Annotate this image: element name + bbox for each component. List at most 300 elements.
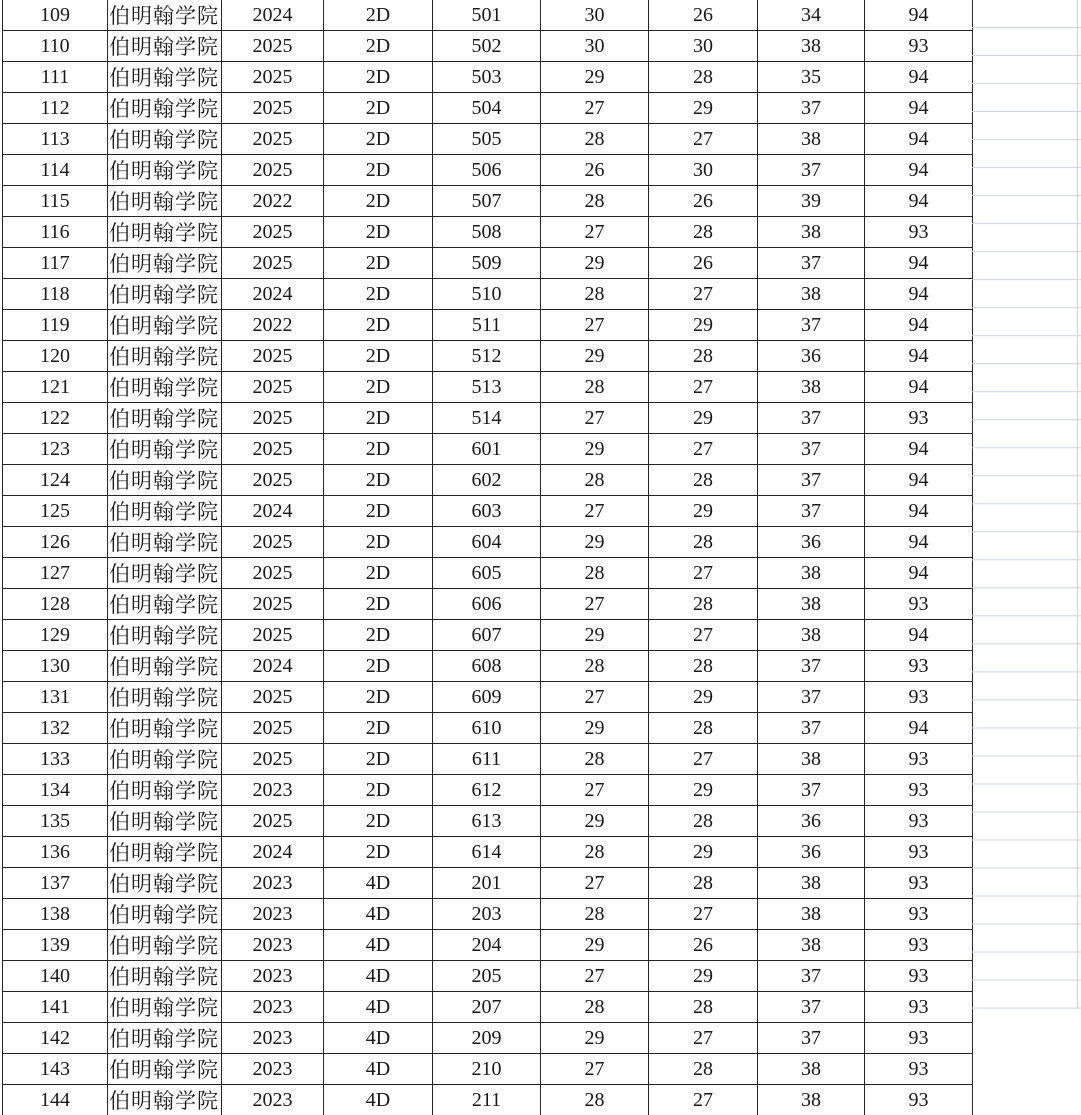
cell-college-name[interactable]: 伯明翰学院 (108, 186, 222, 217)
cell-total-score[interactable]: 94 (865, 279, 973, 310)
cell-room-number[interactable]: 207 (433, 992, 541, 1023)
cell-serial-number[interactable]: 127 (3, 558, 108, 589)
cell-serial-number[interactable]: 113 (3, 124, 108, 155)
cell-total-score[interactable]: 94 (865, 62, 973, 93)
cell-college-name[interactable]: 伯明翰学院 (108, 1023, 222, 1054)
cell-score-b[interactable]: 29 (649, 682, 758, 713)
cell-total-score[interactable]: 93 (865, 837, 973, 868)
cell-room-number[interactable]: 503 (433, 62, 541, 93)
cell-college-name[interactable]: 伯明翰学院 (108, 806, 222, 837)
cell-score-a[interactable]: 29 (541, 434, 649, 465)
cell-total-score[interactable]: 93 (865, 775, 973, 806)
cell-score-a[interactable]: 28 (541, 465, 649, 496)
cell-score-c[interactable]: 37 (758, 775, 865, 806)
cell-total-score[interactable]: 93 (865, 1023, 973, 1054)
cell-year[interactable]: 2024 (222, 496, 324, 527)
cell-score-c[interactable]: 38 (758, 899, 865, 930)
cell-serial-number[interactable]: 118 (3, 279, 108, 310)
cell-score-b[interactable]: 29 (649, 775, 758, 806)
cell-score-b[interactable]: 27 (649, 1085, 758, 1115)
cell-serial-number[interactable]: 139 (3, 930, 108, 961)
cell-serial-number[interactable]: 119 (3, 310, 108, 341)
cell-total-score[interactable]: 93 (865, 806, 973, 837)
cell-score-a[interactable]: 28 (541, 372, 649, 403)
cell-year[interactable]: 2023 (222, 868, 324, 899)
cell-college-name[interactable]: 伯明翰学院 (108, 310, 222, 341)
cell-room-number[interactable]: 505 (433, 124, 541, 155)
cell-total-score[interactable]: 94 (865, 341, 973, 372)
cell-college-name[interactable]: 伯明翰学院 (108, 589, 222, 620)
cell-year[interactable]: 2025 (222, 589, 324, 620)
cell-score-a[interactable]: 29 (541, 806, 649, 837)
cell-class-type[interactable]: 2D (324, 279, 433, 310)
cell-college-name[interactable]: 伯明翰学院 (108, 372, 222, 403)
cell-serial-number[interactable]: 141 (3, 992, 108, 1023)
cell-year[interactable]: 2025 (222, 341, 324, 372)
cell-total-score[interactable]: 94 (865, 527, 973, 558)
cell-total-score[interactable]: 94 (865, 310, 973, 341)
cell-total-score[interactable]: 93 (865, 651, 973, 682)
cell-room-number[interactable]: 602 (433, 465, 541, 496)
cell-year[interactable]: 2025 (222, 806, 324, 837)
cell-year[interactable]: 2024 (222, 279, 324, 310)
cell-score-b[interactable]: 28 (649, 713, 758, 744)
cell-college-name[interactable]: 伯明翰学院 (108, 930, 222, 961)
cell-room-number[interactable]: 609 (433, 682, 541, 713)
cell-score-c[interactable]: 38 (758, 930, 865, 961)
cell-year[interactable]: 2023 (222, 775, 324, 806)
cell-score-a[interactable]: 26 (541, 155, 649, 186)
cell-college-name[interactable]: 伯明翰学院 (108, 496, 222, 527)
cell-serial-number[interactable]: 138 (3, 899, 108, 930)
cell-total-score[interactable]: 93 (865, 1085, 973, 1115)
cell-year[interactable]: 2024 (222, 837, 324, 868)
cell-score-c[interactable]: 37 (758, 310, 865, 341)
cell-class-type[interactable]: 2D (324, 124, 433, 155)
cell-college-name[interactable]: 伯明翰学院 (108, 124, 222, 155)
cell-class-type[interactable]: 2D (324, 496, 433, 527)
cell-college-name[interactable]: 伯明翰学院 (108, 1085, 222, 1115)
cell-score-b[interactable]: 28 (649, 992, 758, 1023)
cell-room-number[interactable]: 508 (433, 217, 541, 248)
cell-room-number[interactable]: 610 (433, 713, 541, 744)
cell-score-c[interactable]: 38 (758, 31, 865, 62)
cell-score-a[interactable]: 27 (541, 1054, 649, 1085)
cell-year[interactable]: 2025 (222, 93, 324, 124)
cell-serial-number[interactable]: 128 (3, 589, 108, 620)
cell-score-b[interactable]: 28 (649, 868, 758, 899)
cell-year[interactable]: 2025 (222, 620, 324, 651)
cell-score-a[interactable]: 29 (541, 248, 649, 279)
cell-year[interactable]: 2025 (222, 372, 324, 403)
cell-college-name[interactable]: 伯明翰学院 (108, 558, 222, 589)
cell-year[interactable]: 2023 (222, 1054, 324, 1085)
cell-score-b[interactable]: 30 (649, 31, 758, 62)
cell-college-name[interactable]: 伯明翰学院 (108, 1054, 222, 1085)
cell-score-b[interactable]: 27 (649, 279, 758, 310)
cell-serial-number[interactable]: 124 (3, 465, 108, 496)
cell-serial-number[interactable]: 117 (3, 248, 108, 279)
cell-serial-number[interactable]: 143 (3, 1054, 108, 1085)
cell-score-c[interactable]: 37 (758, 651, 865, 682)
cell-score-b[interactable]: 28 (649, 527, 758, 558)
cell-room-number[interactable]: 502 (433, 31, 541, 62)
cell-room-number[interactable]: 210 (433, 1054, 541, 1085)
cell-room-number[interactable]: 512 (433, 341, 541, 372)
cell-score-b[interactable]: 28 (649, 217, 758, 248)
cell-year[interactable]: 2025 (222, 31, 324, 62)
cell-score-b[interactable]: 28 (649, 1054, 758, 1085)
cell-serial-number[interactable]: 144 (3, 1085, 108, 1115)
cell-college-name[interactable]: 伯明翰学院 (108, 837, 222, 868)
cell-score-a[interactable]: 27 (541, 217, 649, 248)
cell-serial-number[interactable]: 121 (3, 372, 108, 403)
cell-year[interactable]: 2025 (222, 682, 324, 713)
cell-class-type[interactable]: 2D (324, 62, 433, 93)
cell-score-c[interactable]: 37 (758, 1023, 865, 1054)
cell-year[interactable]: 2025 (222, 558, 324, 589)
cell-class-type[interactable]: 2D (324, 744, 433, 775)
cell-serial-number[interactable]: 142 (3, 1023, 108, 1054)
cell-score-a[interactable]: 28 (541, 279, 649, 310)
cell-score-a[interactable]: 27 (541, 682, 649, 713)
cell-score-b[interactable]: 27 (649, 899, 758, 930)
cell-class-type[interactable]: 2D (324, 248, 433, 279)
cell-total-score[interactable]: 93 (865, 992, 973, 1023)
cell-year[interactable]: 2023 (222, 1023, 324, 1054)
cell-score-b[interactable]: 27 (649, 558, 758, 589)
cell-score-c[interactable]: 34 (758, 0, 865, 31)
cell-room-number[interactable]: 611 (433, 744, 541, 775)
cell-score-b[interactable]: 27 (649, 620, 758, 651)
cell-class-type[interactable]: 4D (324, 1023, 433, 1054)
cell-class-type[interactable]: 2D (324, 527, 433, 558)
cell-total-score[interactable]: 94 (865, 434, 973, 465)
cell-room-number[interactable]: 204 (433, 930, 541, 961)
cell-class-type[interactable]: 2D (324, 341, 433, 372)
cell-college-name[interactable]: 伯明翰学院 (108, 899, 222, 930)
cell-serial-number[interactable]: 125 (3, 496, 108, 527)
cell-score-a[interactable]: 29 (541, 713, 649, 744)
cell-year[interactable]: 2025 (222, 465, 324, 496)
cell-score-b[interactable]: 27 (649, 434, 758, 465)
cell-college-name[interactable]: 伯明翰学院 (108, 341, 222, 372)
cell-college-name[interactable]: 伯明翰学院 (108, 279, 222, 310)
cell-total-score[interactable]: 93 (865, 868, 973, 899)
cell-score-c[interactable]: 37 (758, 465, 865, 496)
cell-score-c[interactable]: 38 (758, 1054, 865, 1085)
cell-college-name[interactable]: 伯明翰学院 (108, 248, 222, 279)
cell-total-score[interactable]: 93 (865, 899, 973, 930)
cell-score-a[interactable]: 27 (541, 310, 649, 341)
cell-college-name[interactable]: 伯明翰学院 (108, 992, 222, 1023)
cell-score-c[interactable]: 38 (758, 279, 865, 310)
cell-score-b[interactable]: 28 (649, 651, 758, 682)
cell-room-number[interactable]: 605 (433, 558, 541, 589)
cell-class-type[interactable]: 2D (324, 310, 433, 341)
cell-score-c[interactable]: 37 (758, 682, 865, 713)
cell-year[interactable]: 2025 (222, 62, 324, 93)
cell-year[interactable]: 2023 (222, 930, 324, 961)
cell-score-a[interactable]: 27 (541, 868, 649, 899)
cell-room-number[interactable]: 607 (433, 620, 541, 651)
cell-score-a[interactable]: 27 (541, 496, 649, 527)
cell-score-a[interactable]: 29 (541, 527, 649, 558)
cell-score-b[interactable]: 28 (649, 806, 758, 837)
cell-score-c[interactable]: 38 (758, 589, 865, 620)
cell-score-c[interactable]: 38 (758, 217, 865, 248)
cell-college-name[interactable]: 伯明翰学院 (108, 217, 222, 248)
cell-score-c[interactable]: 35 (758, 62, 865, 93)
cell-serial-number[interactable]: 115 (3, 186, 108, 217)
cell-score-a[interactable]: 28 (541, 744, 649, 775)
cell-class-type[interactable]: 2D (324, 837, 433, 868)
cell-college-name[interactable]: 伯明翰学院 (108, 465, 222, 496)
cell-score-c[interactable]: 36 (758, 341, 865, 372)
cell-score-c[interactable]: 38 (758, 744, 865, 775)
cell-score-b[interactable]: 27 (649, 1023, 758, 1054)
cell-serial-number[interactable]: 129 (3, 620, 108, 651)
cell-class-type[interactable]: 4D (324, 930, 433, 961)
cell-class-type[interactable]: 2D (324, 93, 433, 124)
cell-year[interactable]: 2025 (222, 217, 324, 248)
cell-score-c[interactable]: 37 (758, 248, 865, 279)
cell-class-type[interactable]: 2D (324, 713, 433, 744)
cell-year[interactable]: 2022 (222, 186, 324, 217)
cell-score-a[interactable]: 30 (541, 31, 649, 62)
cell-serial-number[interactable]: 135 (3, 806, 108, 837)
cell-class-type[interactable]: 4D (324, 1085, 433, 1115)
cell-college-name[interactable]: 伯明翰学院 (108, 93, 222, 124)
cell-year[interactable]: 2025 (222, 403, 324, 434)
cell-room-number[interactable]: 507 (433, 186, 541, 217)
cell-room-number[interactable]: 513 (433, 372, 541, 403)
cell-score-a[interactable]: 29 (541, 1023, 649, 1054)
cell-serial-number[interactable]: 136 (3, 837, 108, 868)
cell-college-name[interactable]: 伯明翰学院 (108, 682, 222, 713)
cell-total-score[interactable]: 94 (865, 0, 973, 31)
cell-score-c[interactable]: 38 (758, 372, 865, 403)
cell-year[interactable]: 2025 (222, 248, 324, 279)
cell-serial-number[interactable]: 111 (3, 62, 108, 93)
cell-total-score[interactable]: 94 (865, 186, 973, 217)
cell-year[interactable]: 2025 (222, 744, 324, 775)
cell-room-number[interactable]: 601 (433, 434, 541, 465)
cell-score-a[interactable]: 28 (541, 837, 649, 868)
cell-year[interactable]: 2025 (222, 434, 324, 465)
cell-score-a[interactable]: 27 (541, 589, 649, 620)
cell-serial-number[interactable]: 137 (3, 868, 108, 899)
cell-college-name[interactable]: 伯明翰学院 (108, 527, 222, 558)
cell-class-type[interactable]: 2D (324, 31, 433, 62)
cell-year[interactable]: 2024 (222, 651, 324, 682)
cell-serial-number[interactable]: 130 (3, 651, 108, 682)
cell-class-type[interactable]: 2D (324, 155, 433, 186)
cell-room-number[interactable]: 504 (433, 93, 541, 124)
cell-score-a[interactable]: 30 (541, 0, 649, 31)
cell-serial-number[interactable]: 140 (3, 961, 108, 992)
cell-total-score[interactable]: 93 (865, 31, 973, 62)
cell-class-type[interactable]: 2D (324, 186, 433, 217)
cell-college-name[interactable]: 伯明翰学院 (108, 31, 222, 62)
cell-score-c[interactable]: 36 (758, 527, 865, 558)
cell-class-type[interactable]: 2D (324, 620, 433, 651)
cell-class-type[interactable]: 4D (324, 961, 433, 992)
cell-score-a[interactable]: 27 (541, 403, 649, 434)
cell-year[interactable]: 2023 (222, 1085, 324, 1115)
cell-score-c[interactable]: 38 (758, 124, 865, 155)
cell-score-b[interactable]: 29 (649, 496, 758, 527)
cell-college-name[interactable]: 伯明翰学院 (108, 403, 222, 434)
cell-room-number[interactable]: 612 (433, 775, 541, 806)
cell-score-c[interactable]: 37 (758, 713, 865, 744)
cell-room-number[interactable]: 506 (433, 155, 541, 186)
cell-room-number[interactable]: 510 (433, 279, 541, 310)
cell-college-name[interactable]: 伯明翰学院 (108, 868, 222, 899)
cell-serial-number[interactable]: 123 (3, 434, 108, 465)
cell-class-type[interactable]: 2D (324, 806, 433, 837)
cell-score-b[interactable]: 26 (649, 0, 758, 31)
cell-score-c[interactable]: 37 (758, 434, 865, 465)
cell-year[interactable]: 2022 (222, 310, 324, 341)
cell-college-name[interactable]: 伯明翰学院 (108, 961, 222, 992)
cell-serial-number[interactable]: 114 (3, 155, 108, 186)
cell-score-c[interactable]: 37 (758, 403, 865, 434)
cell-total-score[interactable]: 93 (865, 744, 973, 775)
cell-score-b[interactable]: 28 (649, 465, 758, 496)
cell-college-name[interactable]: 伯明翰学院 (108, 744, 222, 775)
cell-score-c[interactable]: 37 (758, 496, 865, 527)
cell-class-type[interactable]: 4D (324, 868, 433, 899)
empty-spreadsheet-area[interactable] (972, 0, 1081, 1009)
cell-score-c[interactable]: 38 (758, 620, 865, 651)
cell-room-number[interactable]: 603 (433, 496, 541, 527)
cell-score-a[interactable]: 28 (541, 651, 649, 682)
cell-college-name[interactable]: 伯明翰学院 (108, 434, 222, 465)
cell-total-score[interactable]: 93 (865, 961, 973, 992)
cell-room-number[interactable]: 604 (433, 527, 541, 558)
cell-total-score[interactable]: 94 (865, 558, 973, 589)
cell-serial-number[interactable]: 134 (3, 775, 108, 806)
cell-score-b[interactable]: 28 (649, 341, 758, 372)
cell-score-b[interactable]: 28 (649, 589, 758, 620)
cell-class-type[interactable]: 4D (324, 1054, 433, 1085)
cell-score-c[interactable]: 37 (758, 155, 865, 186)
cell-serial-number[interactable]: 126 (3, 527, 108, 558)
cell-score-b[interactable]: 29 (649, 310, 758, 341)
cell-year[interactable]: 2025 (222, 124, 324, 155)
cell-total-score[interactable]: 94 (865, 496, 973, 527)
cell-room-number[interactable]: 203 (433, 899, 541, 930)
cell-class-type[interactable]: 2D (324, 403, 433, 434)
cell-serial-number[interactable]: 116 (3, 217, 108, 248)
cell-year[interactable]: 2023 (222, 992, 324, 1023)
cell-total-score[interactable]: 93 (865, 403, 973, 434)
cell-score-b[interactable]: 27 (649, 372, 758, 403)
cell-score-b[interactable]: 29 (649, 961, 758, 992)
cell-score-a[interactable]: 28 (541, 124, 649, 155)
cell-score-b[interactable]: 29 (649, 403, 758, 434)
cell-college-name[interactable]: 伯明翰学院 (108, 775, 222, 806)
cell-score-c[interactable]: 36 (758, 837, 865, 868)
cell-college-name[interactable]: 伯明翰学院 (108, 155, 222, 186)
cell-room-number[interactable]: 201 (433, 868, 541, 899)
cell-score-a[interactable]: 27 (541, 961, 649, 992)
cell-score-c[interactable]: 37 (758, 93, 865, 124)
cell-serial-number[interactable]: 133 (3, 744, 108, 775)
cell-room-number[interactable]: 501 (433, 0, 541, 31)
cell-room-number[interactable]: 209 (433, 1023, 541, 1054)
cell-class-type[interactable]: 2D (324, 775, 433, 806)
cell-room-number[interactable]: 205 (433, 961, 541, 992)
cell-class-type[interactable]: 2D (324, 558, 433, 589)
cell-college-name[interactable]: 伯明翰学院 (108, 62, 222, 93)
cell-total-score[interactable]: 94 (865, 155, 973, 186)
cell-score-a[interactable]: 27 (541, 775, 649, 806)
cell-serial-number[interactable]: 122 (3, 403, 108, 434)
cell-score-c[interactable]: 38 (758, 558, 865, 589)
cell-serial-number[interactable]: 110 (3, 31, 108, 62)
cell-score-a[interactable]: 29 (541, 620, 649, 651)
cell-total-score[interactable]: 94 (865, 93, 973, 124)
cell-serial-number[interactable]: 131 (3, 682, 108, 713)
cell-score-b[interactable]: 26 (649, 930, 758, 961)
cell-total-score[interactable]: 94 (865, 465, 973, 496)
cell-serial-number[interactable]: 132 (3, 713, 108, 744)
cell-year[interactable]: 2025 (222, 713, 324, 744)
cell-class-type[interactable]: 4D (324, 992, 433, 1023)
cell-class-type[interactable]: 2D (324, 682, 433, 713)
cell-serial-number[interactable]: 112 (3, 93, 108, 124)
cell-score-a[interactable]: 28 (541, 992, 649, 1023)
cell-class-type[interactable]: 2D (324, 465, 433, 496)
cell-score-c[interactable]: 37 (758, 961, 865, 992)
cell-score-b[interactable]: 27 (649, 124, 758, 155)
cell-score-a[interactable]: 29 (541, 341, 649, 372)
cell-college-name[interactable]: 伯明翰学院 (108, 0, 222, 31)
cell-class-type[interactable]: 2D (324, 0, 433, 31)
cell-room-number[interactable]: 606 (433, 589, 541, 620)
cell-score-c[interactable]: 36 (758, 806, 865, 837)
cell-score-c[interactable]: 38 (758, 868, 865, 899)
cell-score-a[interactable]: 29 (541, 930, 649, 961)
cell-score-b[interactable]: 28 (649, 62, 758, 93)
cell-year[interactable]: 2025 (222, 527, 324, 558)
cell-score-a[interactable]: 28 (541, 186, 649, 217)
cell-serial-number[interactable]: 109 (3, 0, 108, 31)
cell-class-type[interactable]: 2D (324, 434, 433, 465)
cell-room-number[interactable]: 514 (433, 403, 541, 434)
cell-serial-number[interactable]: 120 (3, 341, 108, 372)
cell-score-a[interactable]: 28 (541, 558, 649, 589)
cell-year[interactable]: 2023 (222, 961, 324, 992)
cell-score-b[interactable]: 26 (649, 186, 758, 217)
cell-score-b[interactable]: 29 (649, 93, 758, 124)
cell-total-score[interactable]: 93 (865, 1054, 973, 1085)
cell-total-score[interactable]: 94 (865, 372, 973, 403)
cell-total-score[interactable]: 93 (865, 217, 973, 248)
cell-total-score[interactable]: 93 (865, 930, 973, 961)
cell-college-name[interactable]: 伯明翰学院 (108, 620, 222, 651)
cell-score-a[interactable]: 28 (541, 899, 649, 930)
cell-score-c[interactable]: 37 (758, 992, 865, 1023)
cell-class-type[interactable]: 4D (324, 899, 433, 930)
cell-room-number[interactable]: 608 (433, 651, 541, 682)
cell-year[interactable]: 2023 (222, 899, 324, 930)
cell-total-score[interactable]: 93 (865, 589, 973, 620)
cell-score-b[interactable]: 30 (649, 155, 758, 186)
cell-room-number[interactable]: 211 (433, 1085, 541, 1115)
